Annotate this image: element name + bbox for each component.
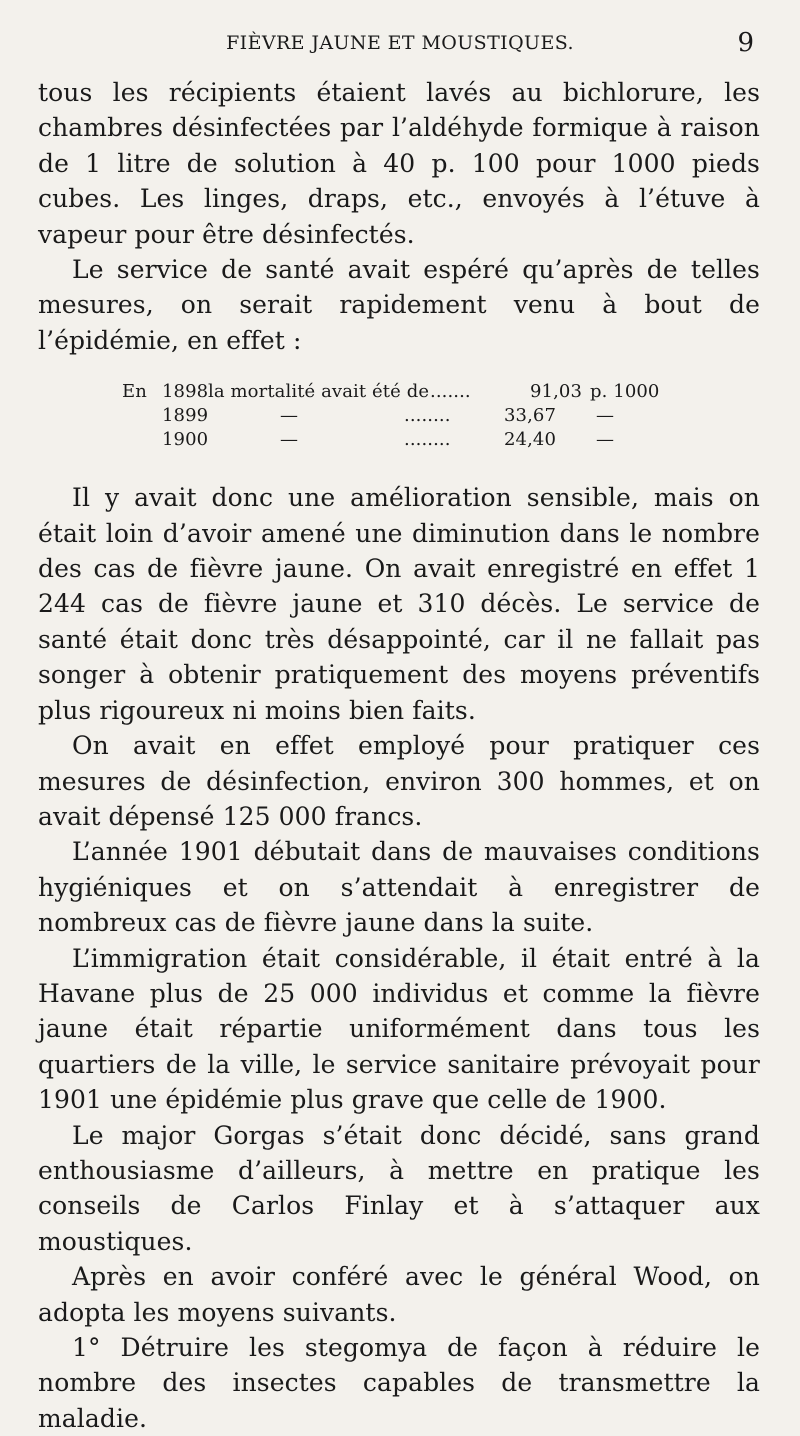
table-row bbox=[38, 428, 760, 452]
row-value: 33,67 bbox=[504, 405, 557, 427]
row-unit: — bbox=[596, 405, 615, 427]
page-header bbox=[0, 28, 800, 62]
row-year: 1900 bbox=[162, 429, 209, 451]
row-prefix: En bbox=[122, 381, 147, 403]
paragraph: L’immigration était considérable, il était entré à la Havane plus de 25 000 individus et comme la fièvre jaune était répartie uniformément dans tous les quartiers de la ville, le service sanitaire prévoyait pour 1901 une épidémie plus grave que celle de 1900. bbox=[38, 943, 760, 1115]
row-text: la mortalité avait été de bbox=[208, 381, 430, 403]
row-dots: ........ bbox=[404, 405, 451, 427]
paragraph: Le service de santé avait espéré qu’après de telles mesures, on serait rapidement venu à bout de l’épidémie, en effet : bbox=[38, 255, 760, 355]
row-unit: p. 1000 bbox=[590, 381, 660, 403]
page-number: 9 bbox=[737, 28, 754, 58]
paragraph: Il y avait donc une amélioration sensible, mais on était loin d’avoir amené une diminution dans le nombre des cas de fièvre jaune. On avait enregistré en effet 1 244 cas de fièvre jaune et 310 décès. Le service de santé était donc très désappointé, car il ne fallait pas songer à obtenir pratiquement des moyens préventifs plus rigoureux ni moins bien faits. bbox=[38, 483, 760, 725]
paragraph: Le major Gorgas s’était donc décidé, sans grand enthousiasme d’ailleurs, à mettre en pratique les conseils de Carlos Finlay et à s’attaquer aux moustiques. bbox=[38, 1120, 760, 1256]
page-body bbox=[38, 75, 760, 1436]
paragraph: tous les récipients étaient lavés au bichlorure, les chambres désinfectées par l’aldéhyde formique à raison de 1 litre de solution à 40 p. 100 pour 1000 pieds cubes. Les linges, draps, etc., envoyés à l’étuve à vapeur pour être désinfectés. bbox=[38, 78, 760, 249]
running-head: FIÈVRE JAUNE ET MOUSTIQUES. bbox=[226, 32, 574, 54]
row-year: 1899 bbox=[162, 405, 209, 427]
paragraph: 1° Détruire les stegomya de façon à réduire le nombre des insectes capables de transmettre la maladie. bbox=[38, 1333, 760, 1433]
row-unit: — bbox=[596, 429, 615, 451]
row-dots: ........ bbox=[404, 429, 451, 451]
paragraph: On avait en effet employé pour pratiquer ces mesures de désinfection, environ 300 hommes, et on avait dépensé 125 000 francs. bbox=[38, 731, 760, 831]
row-value: 91,03 bbox=[530, 381, 583, 403]
paragraph: L’année 1901 débutait dans de mauvaises conditions hygiéniques et on s’attendait à enregistrer de nombreux cas de fièvre jaune dans la suite. bbox=[38, 837, 760, 938]
table-row bbox=[38, 404, 760, 428]
row-value: 24,40 bbox=[504, 429, 557, 451]
row-text: — bbox=[280, 405, 299, 427]
row-text: — bbox=[280, 429, 299, 451]
row-year: 1898 bbox=[162, 381, 209, 403]
mortality-table bbox=[38, 380, 760, 452]
table-row bbox=[38, 380, 760, 404]
paragraph: Après en avoir conféré avec le général Wood, on adopta les moyens suivants. bbox=[38, 1262, 760, 1327]
row-dots: ....... bbox=[430, 381, 471, 403]
